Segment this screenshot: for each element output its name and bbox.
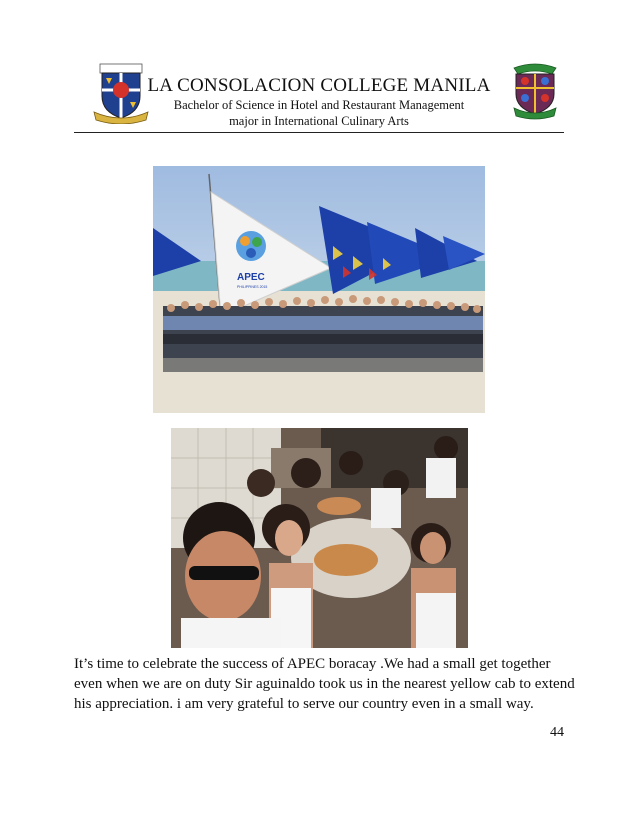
caption-line: his appreciation. i am very grateful to serve our country even in a small way.	[74, 696, 534, 712]
sail-apec-sublabel: PHILIPPINES 2015	[237, 285, 268, 289]
group-beach-photo	[153, 166, 485, 413]
caption-line: It’s time to celebrate the success of APEC boracay .We had a small get together	[74, 656, 551, 672]
photo-caption	[74, 654, 574, 714]
page-number: 44	[550, 725, 564, 740]
major-subtitle: major in International Culinary Arts	[229, 114, 409, 128]
restaurant-selfie-photo	[171, 428, 468, 648]
program-subtitle: Bachelor of Science in Hotel and Restaurant Management	[173, 98, 465, 112]
header-divider	[74, 132, 564, 133]
sail-apec-label: APEC	[237, 272, 265, 283]
caption-line: even when we are on duty Sir aguinaldo took us in the nearest yellow cab to extend	[74, 676, 575, 692]
page-title: LA CONSOLACION COLLEGE MANILA	[147, 75, 491, 96]
